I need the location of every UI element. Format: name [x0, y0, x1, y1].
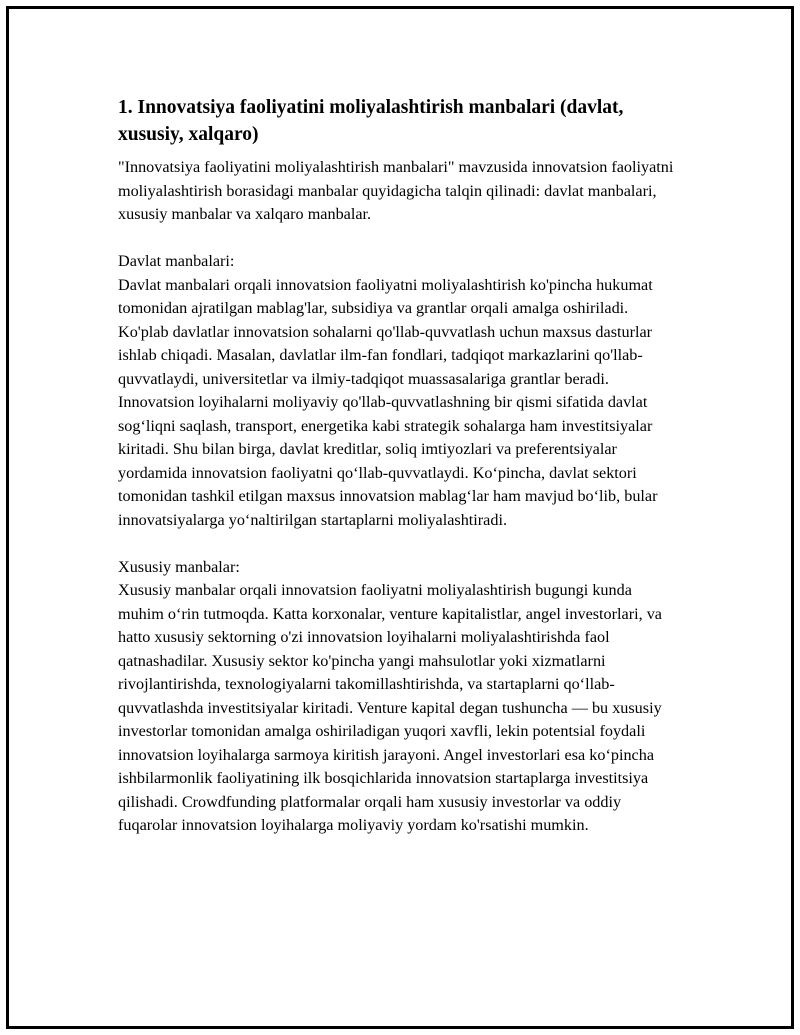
section-heading-davlat: Davlat manbalari: — [118, 252, 235, 270]
paragraph-spacer — [118, 227, 678, 251]
section-body-davlat: Davlat manbalari orqali innovatsion faoliyatni moliyalashtirish ko'pincha hukumat tomonidan ajratilgan mablag'lar, subsidiya va grantlar orqali amalga oshiriladi. Ko'plab davlatlar innovatsion sohalarni qo'llab-quvvatlash uchun maxsus dasturlar ishlab chiqadi. Masalan, davlatlar ilm-fan fondlari, tadqiqot markazlarini qo'llab-quvvatlaydi, universitetlar va ilmiy-tadqiqot muassasalariga grantlar beradi. Innovatsion loyihalarni moliyaviy qo'llab-quvvatlashning bir qismi sifatida davlat sog‘liqni saqlash, transport, energetika kabi strategik sohalarga ham investitsiyalar kiritadi. Shu bilan birga, davlat kreditlar, soliq imtiyozlari va preferentsiyalar yordamida innovatsion faoliyatni qo‘llab-quvvatlaydi. Ko‘pincha, davlat sektori tomonidan tashkil etilgan maxsus innovatsion mablag‘lar ham mavjud bo‘lib, bular innovatsiyalarga yo‘naltirilgan startaplarni moliyalashtiradi. — [118, 275, 658, 529]
section-body-xususiy: Xususiy manbalar orqali innovatsion faoliyatni moliyalashtirish bugungi kunda muhim o‘rin tutmoqda. Katta korxonalar, venture kapitalistlar, angel investorlari, va hatto xususiy sektorning o'zi innovatsion loyihalarni moliyalashtirishda faol qatnashadilar. Xususiy sektor ko'pincha yangi mahsulotlar yoki xizmatlarni rivojlantirishda, texnologiyalarni takomillashtirishda, va startaplarni qo‘llab-quvvatlashda investitsiyalar kiritadi. Venture kapital degan tushuncha — bu xususiy investorlar tomonidan amalga oshiriladigan yuqori xavfli, lekin potentsial foydali innovatsion loyihalarga sarmoya kiritish jarayoni. Angel investorlari esa ko‘pincha ishbilarmonlik faoliyatining ilk bosqichlarida innovatsion startaplarga investitsiya qilishadi. Crowdfunding platformalar orqali ham xususiy investorlar va oddiy fuqarolar innovatsion loyihalarga moliyaviy yordam ko'rsatishi mumkin. — [118, 581, 662, 834]
paragraph-spacer — [118, 532, 678, 556]
document-body — [118, 94, 678, 838]
section-heading-xususiy: Xususiy manbalar: — [118, 557, 240, 576]
intro-paragraph: "Innovatsiya faoliyatini moliyalashtirish manbalari" mavzusida innovatsion faoliyatni moliyalashtirish borasidagi manbalar quyidagicha talqin qilinadi: davlat manbalari, xususiy manbalar va xalqaro manbalar. — [118, 158, 674, 223]
document-title: 1. Innovatsiya faoliyatini moliyalashtirish manbalari (davlat, xususiy, xalqaro) — [118, 97, 624, 145]
